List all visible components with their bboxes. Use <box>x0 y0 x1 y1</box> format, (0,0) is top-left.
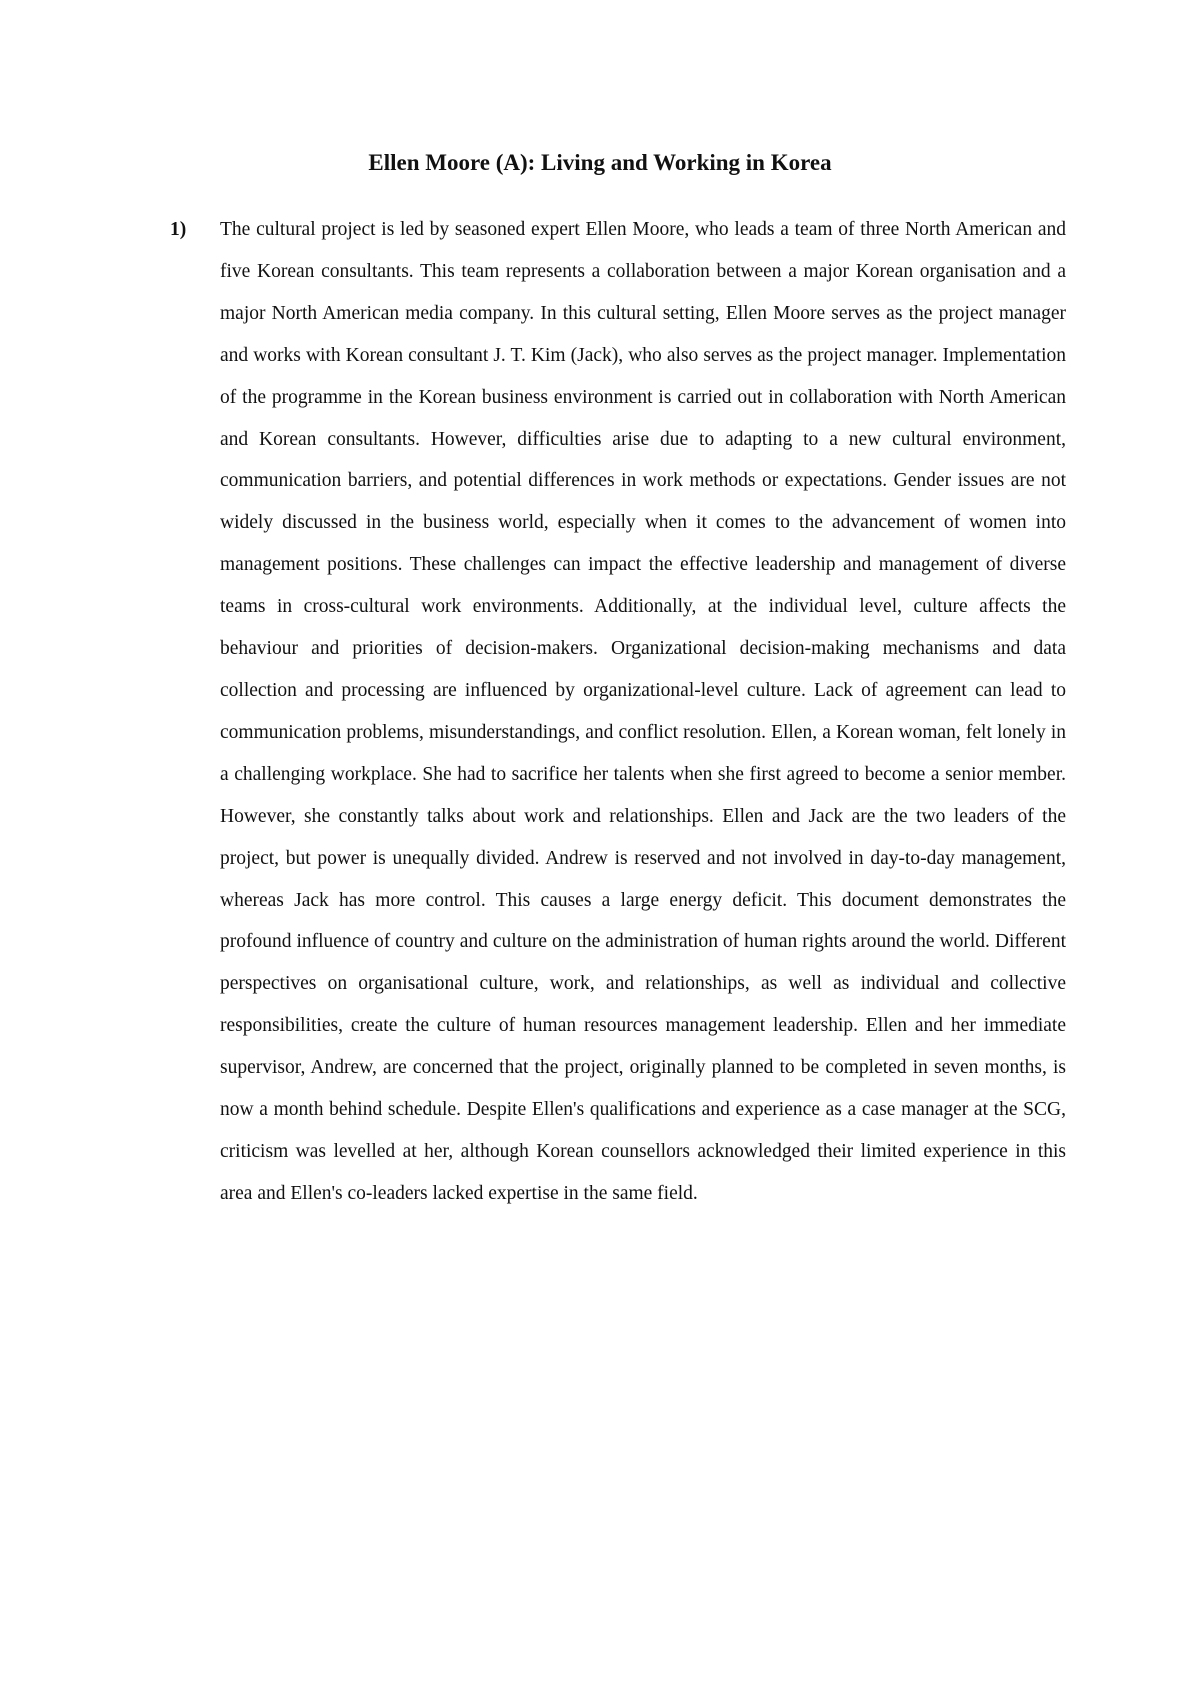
page-title: Ellen Moore (A): Living and Working in Korea <box>368 150 832 175</box>
section-paragraph: The cultural project is led by seasoned expert Ellen Moore, who leads a team of three North American and five Korean consultants. This team represents a collaboration between a major Korean organisation and a major North American media company. In this cultural setting, Ellen Moore serves as the project manager and works with Korean consultant J. T. Kim (Jack), who also serves as the project manager. Implementation of the programme in the Korean business environment is carried out in collaboration with North American and Korean consultants. However, difficulties arise due to adapting to a new cultural environment, communication barriers, and potential differences in work methods or expectations. Gender issues are not widely discussed in the business world, especially when it comes to the advancement of women into management positions. These challenges can impact the effective leadership and management of diverse teams in cross-cultural work environments. Additionally, at the individual level, culture affects the behaviour and priorities of decision-makers. Organizational decision-making mechanisms and data collection and processing are influenced by organizational-level culture. Lack of agreement can lead to communication problems, misunderstandings, and conflict resolution. Ellen, a Korean woman, felt lonely in a challenging workplace. She had to sacrifice her talents when she first agreed to become a senior member. However, she constantly talks about work and relationships. Ellen and Jack are the two leaders of the project, but power is unequally divided. Andrew is reserved and not involved in day-to-day management, whereas Jack has more control. This causes a large energy deficit. This document demonstrates the profound influence of country and culture on the administration of human rights around the world. Different perspectives on organisational culture, work, and relationships, as well as individual and collective responsibilities, create the culture of human resources management leadership. Ellen and her immediate supervisor, Andrew, are concerned that the project, originally planned to be completed in seven months, is now a month behind schedule. Despite Ellen's qualifications and experience as a case manager at the SCG, criticism was levelled at her, although Korean counsellors acknowledged their limited experience in this area and Ellen's co-leaders lacked expertise in the same field. <box>220 219 1066 1204</box>
section-number: 1) <box>170 219 187 240</box>
